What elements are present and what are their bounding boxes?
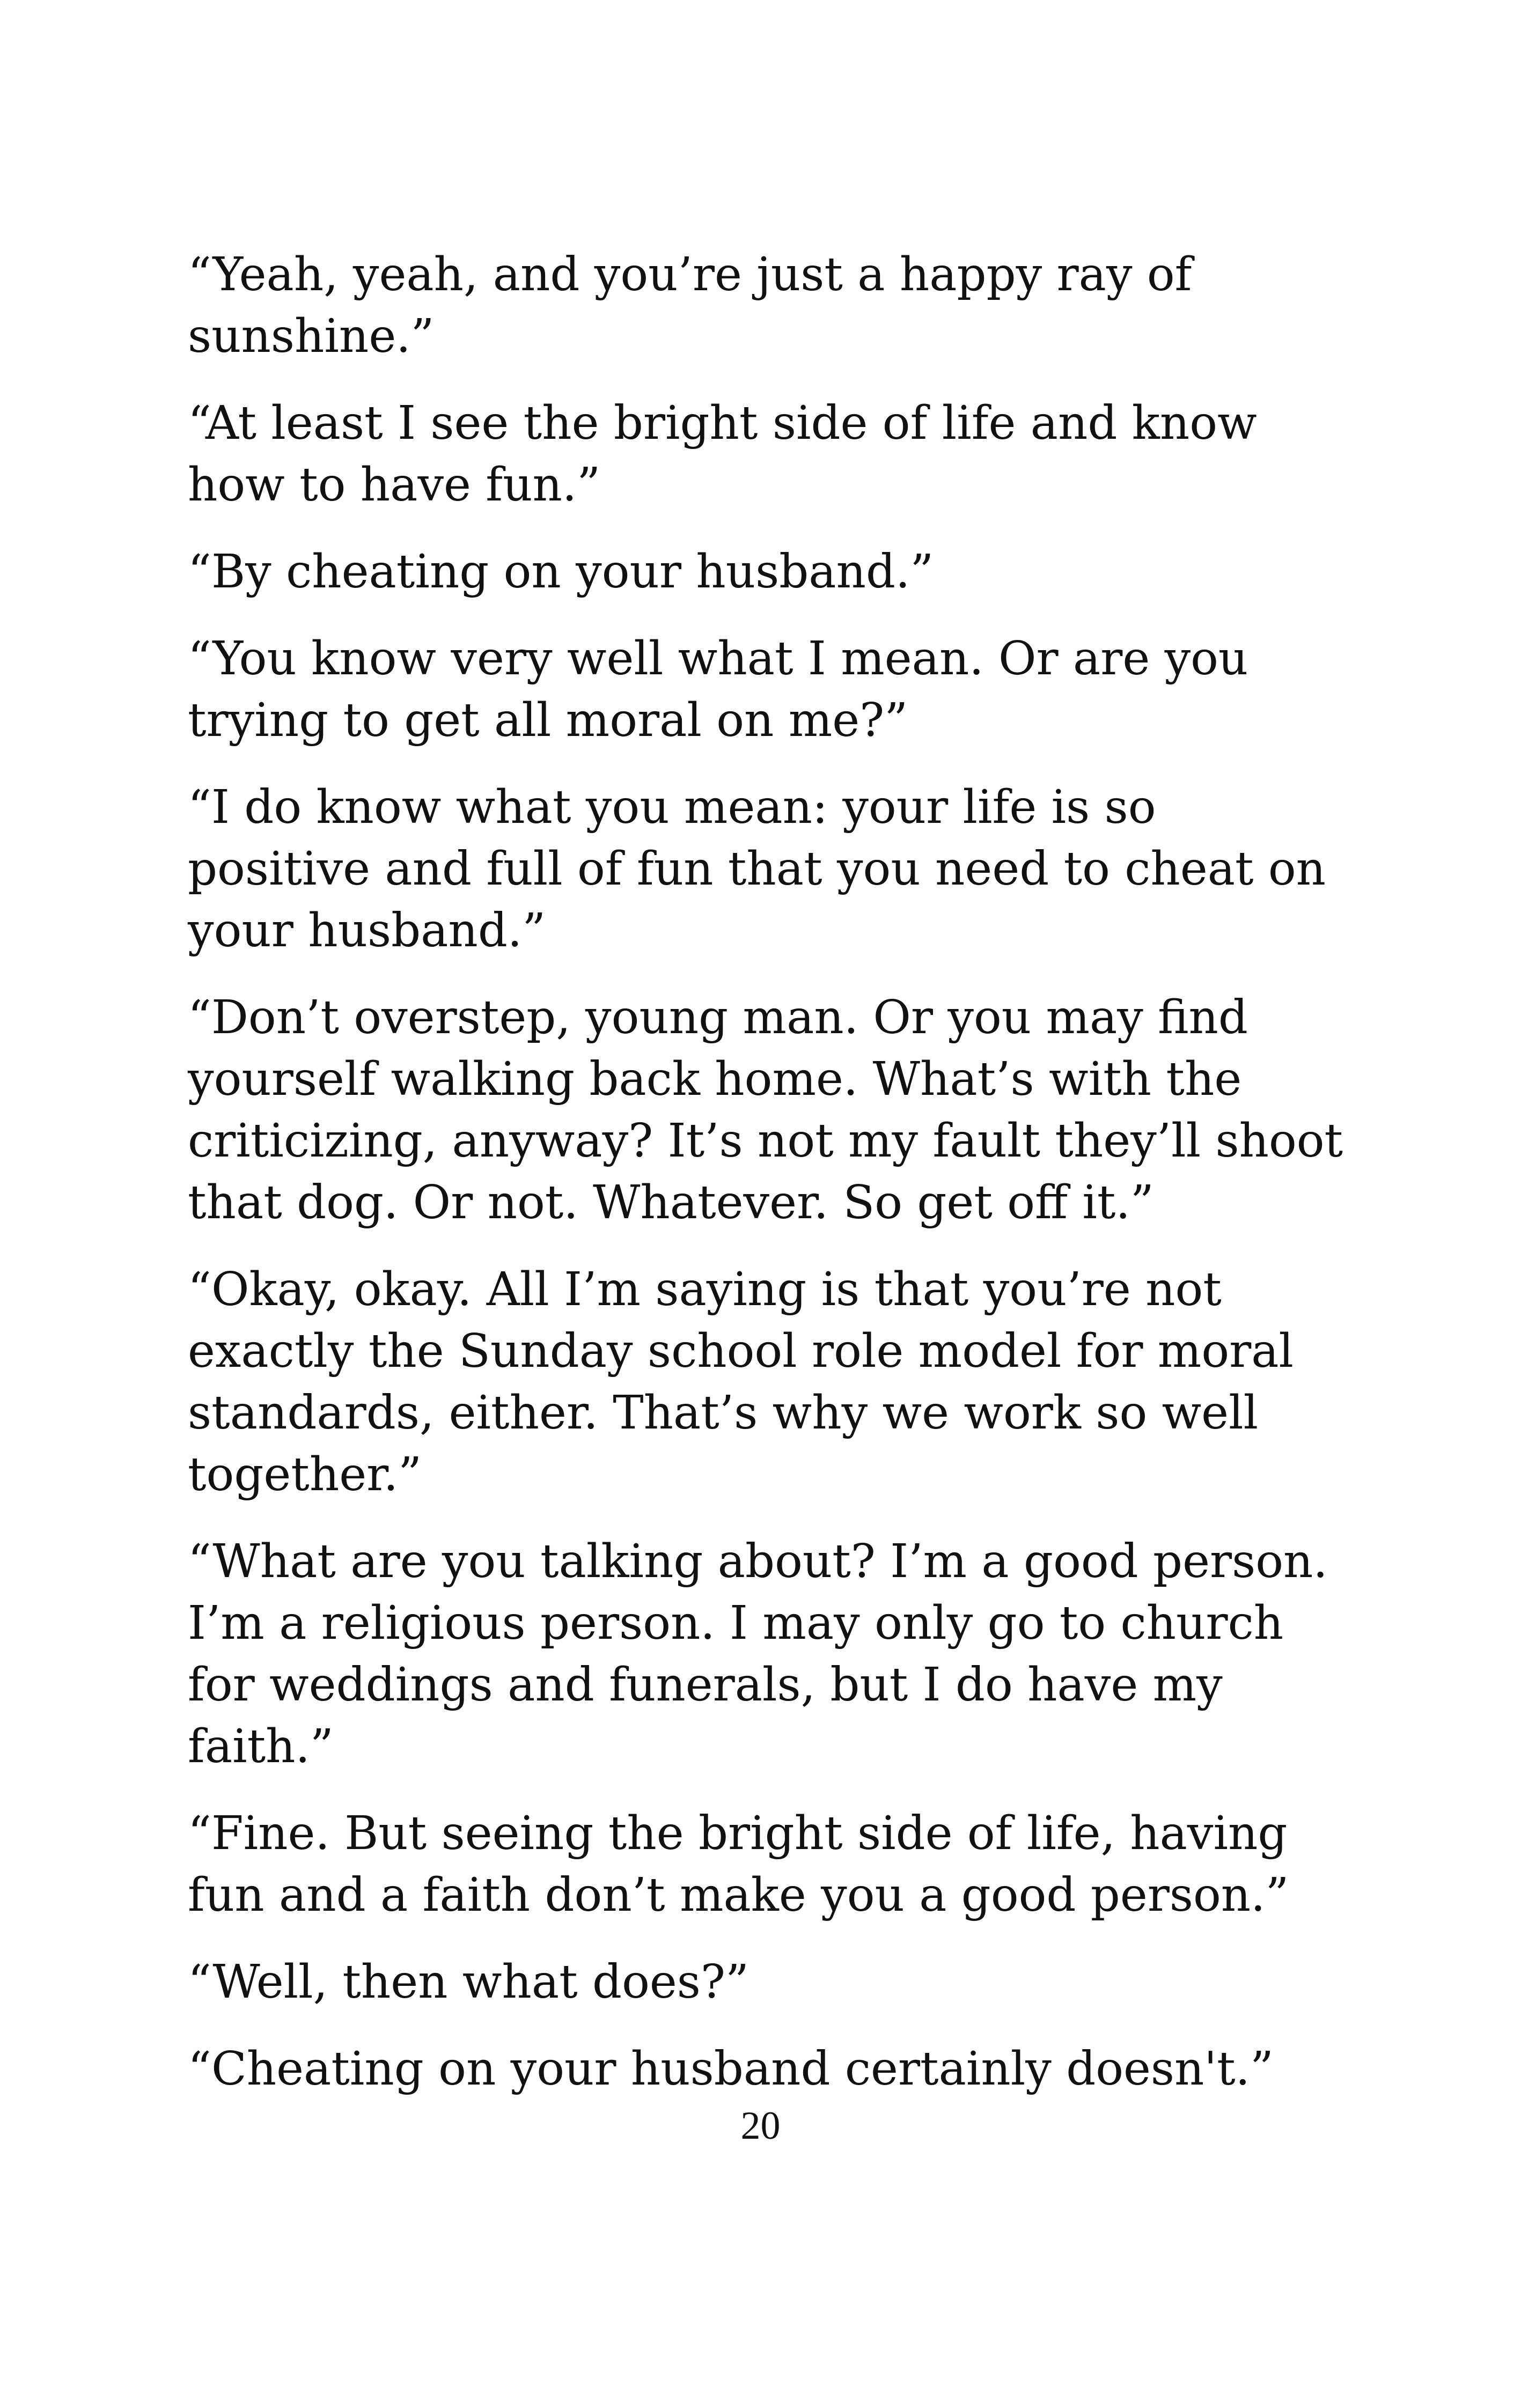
paragraph: “Fine. But seeing the bright side of life, having fun and a faith don’t make you a good person.” (188, 1807, 1289, 1922)
paragraph: “By cheating on your husband.” (188, 545, 934, 599)
paragraph: “Don’t overstep, young man. Or you may find yourself walking back home. What’s with the criticizing, anyway? It’s not my fault they’ll shoot that dog. Or not. Whatever. So get off it.” (188, 991, 1343, 1229)
paragraph: “Cheating on your husband certainly doesn't.” (188, 2042, 1274, 2096)
paragraph: “Okay, okay. All I’m saying is that you’re not exactly the Sunday school role model for moral standards, either. That’s why we work so well together.” (188, 1263, 1294, 1501)
paragraph: “You know very well what I mean. Or are you trying to get all moral on me?” (188, 632, 1248, 747)
paragraph: “What are you talking about? I’m a good person. I’m a religious person. I may only go to church for weddings and funerals, but I do have my faith.” (188, 1535, 1328, 1773)
paragraph: “Yeah, yeah, and you’re just a happy ray of sunshine.” (188, 248, 1192, 363)
body-text (188, 244, 1347, 2125)
page-number: 20 (740, 2104, 781, 2148)
paragraph: “Well, then what does?” (188, 1955, 749, 2009)
paragraph: “At least I see the bright side of life and know how to have fun.” (188, 396, 1257, 512)
paragraph: “I do know what you mean: your life is so positive and full of fun that you need to cheat on your husband.” (188, 780, 1326, 958)
